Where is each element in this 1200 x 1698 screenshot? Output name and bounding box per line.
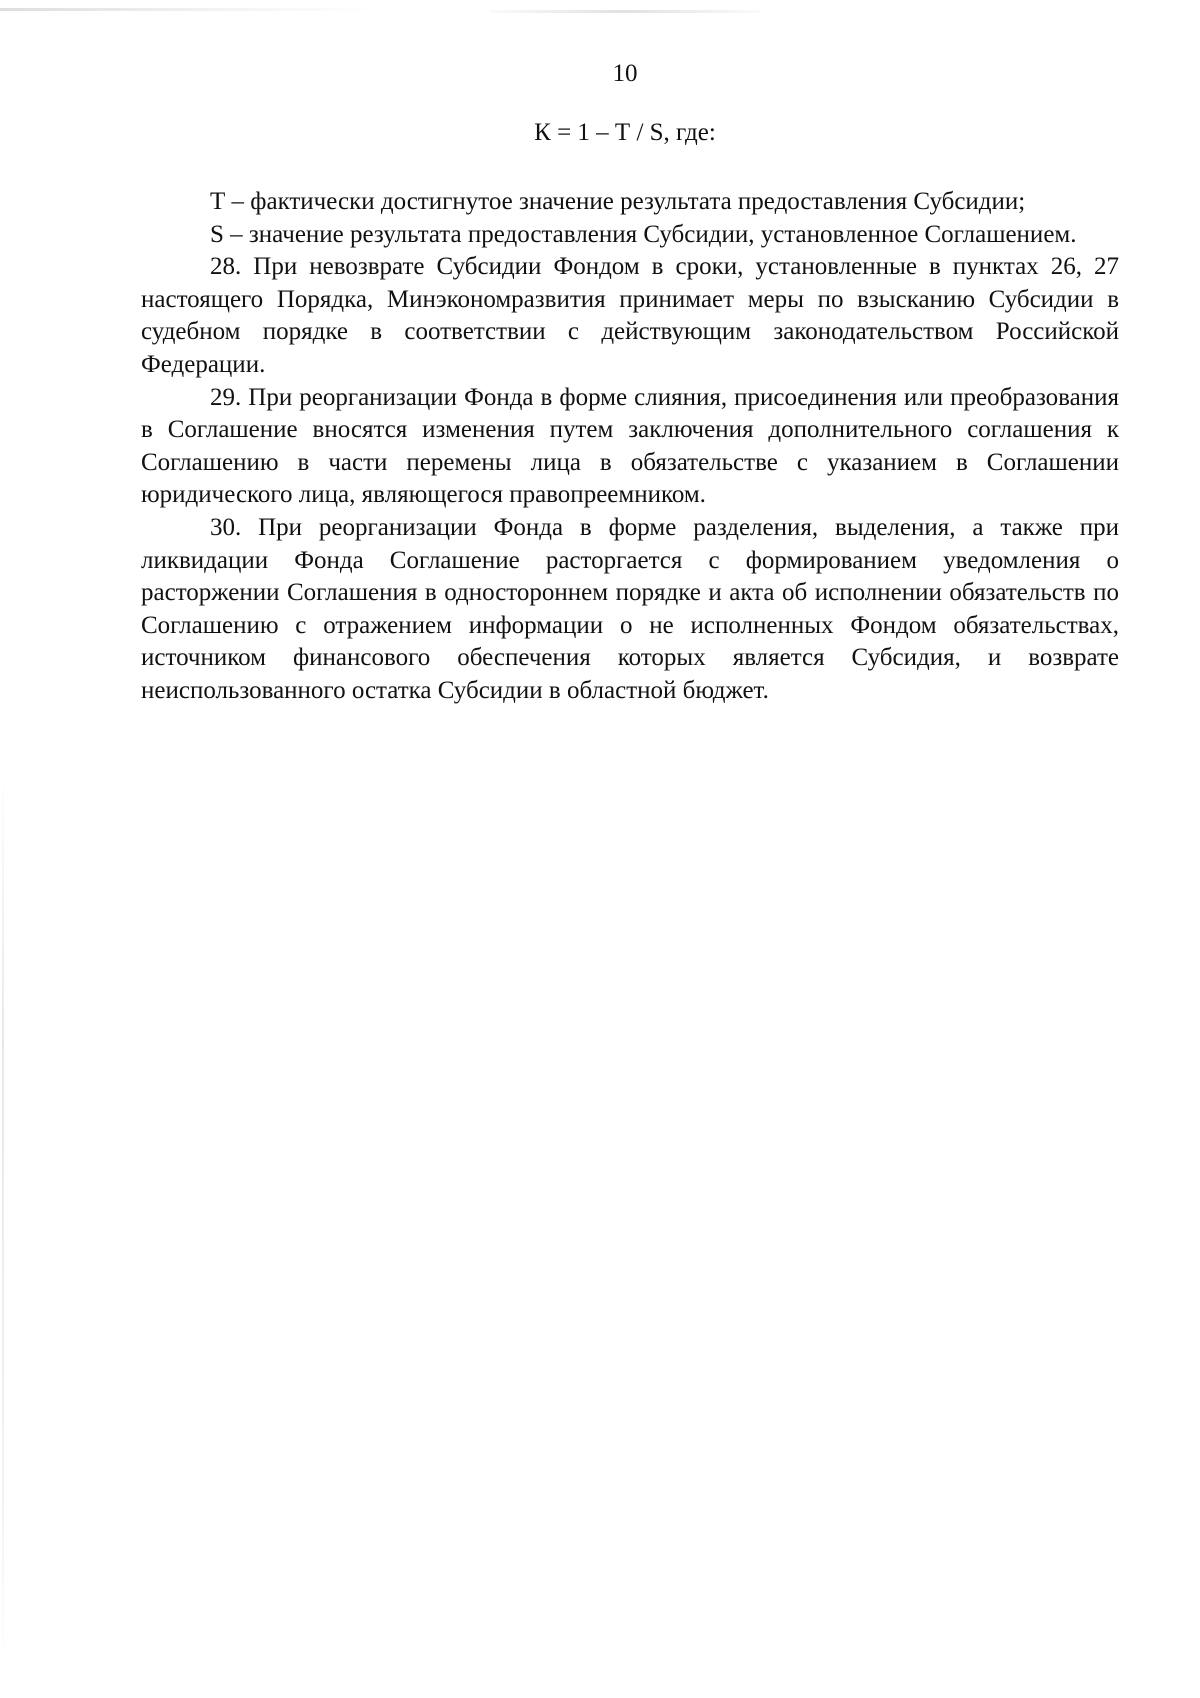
paragraph-28: 28. При невозврате Субсидии Фондом в сроки, установленные в пунктах 26, 27 настоящего Порядка, Минэкономразвития принимает меры по взысканию Субсидии в судебном порядке в соответствии с действующим законодательством Российской Федерации. (141, 253, 1119, 378)
paragraph-29: 29. При реорганизации Фонда в форме слияния, присоединения или преобразования в Соглашение вносятся изменения путем заключения дополнительного соглашения к Соглашению в части перемены лица в обязательстве с указанием в Соглашении юридического лица, являющегося правопреемником. (141, 383, 1119, 509)
formula-line: К = 1 – Т / S, где: (534, 119, 716, 146)
scan-artifact-left-edge (2, 770, 4, 1670)
paragraph-t-definition: Т – фактически достигнутое значение результата предоставления Субсидии; (210, 188, 1026, 215)
paragraph-30: 30. При реорганизации Фонда в форме разделения, выделения, а также при ликвидации Фонда Соглашение расторгается с формированием уведомления о расторжении Соглашения в одностороннем порядке и акта об исполнении обязательств по Соглашению с отражением информации о не исполненных Фондом обязательствах, источником финансового обеспечения которых является Субсидия, и возврате неиспользованного остатка Субсидии в областной бюджет. (141, 513, 1119, 704)
paragraph-s-definition: S – значение результата предоставления Субсидии, установленное Соглашением. (210, 220, 1077, 248)
scan-artifact-top-center (490, 10, 760, 13)
page-number: 10 (612, 60, 638, 87)
scan-artifact-top-left (0, 8, 380, 11)
document-body (141, 186, 1119, 708)
